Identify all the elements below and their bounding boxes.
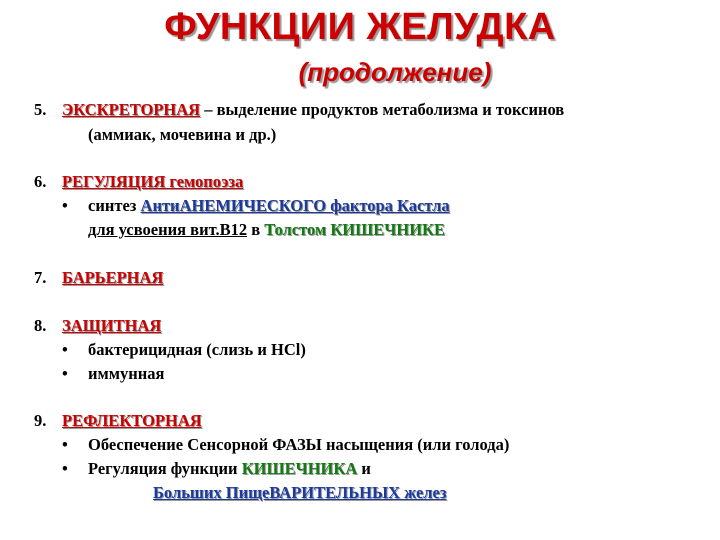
item-7-number: 7. [34,268,47,287]
item-8-name: ЗАЩИТНАЯ [62,316,162,335]
item-9-b2-part2: КИШЕЧНИКА [241,459,358,478]
item-5-name: ЭКСКРЕТОРНАЯ [62,100,201,119]
item-5-text [62,100,564,120]
bullet-symbol: • [62,459,68,478]
item-6-bullet-1-cont [88,220,445,240]
item-9-number: 9. [34,411,47,430]
item-6-b1-part1: синтез [88,196,141,215]
item-5-desc: – выделение продуктов метаболизма и токсинов [200,100,565,119]
item-5-number: 5. [34,100,47,119]
slide-subtitle: (продолжение) [298,57,492,87]
item-6-b2-part4: КИШЕЧНИКЕ [330,220,445,239]
item-8-number: 8. [34,316,47,335]
item-6-number: 6. [34,172,47,191]
item-6-name: РЕГУЛЯЦИЯ гемопоэза [62,172,244,191]
bullet-symbol: • [62,196,68,215]
item-9-name: РЕФЛЕКТОРНАЯ [62,411,202,430]
slide-title: ФУНКЦИИ ЖЕЛУДКА [164,6,556,48]
item-7-name: БАРЬЕРНАЯ [62,268,164,287]
item-9-b2-part3: и [357,459,371,478]
item-8-bullet-1-text: бактерицидная (слизь и HCl) [88,340,306,359]
item-6-bullet-1-text [88,196,450,216]
item-9-bullet-2-text [88,459,371,479]
item-6-b2-part2: в [247,220,265,239]
bullet-symbol: • [62,364,68,383]
castle-factor-term: АнтиАНЕМИЧЕСКОГО фактора Кастла [140,196,450,215]
item-6-b2-part3: Толстом [264,220,331,239]
item-8-bullet-2-text: иммунная [88,364,165,383]
item-9-bullet-1-text: Обеспечение Сенсорной ФАЗЫ насыщения (или голода) [88,435,510,454]
bullet-symbol: • [62,340,68,359]
bullet-symbol: • [62,435,68,454]
item-9-bullet-2-cont: Больших ПищеВАРИТЕЛЬНЫХ желез [153,483,447,502]
item-9-b2-part1: Регуляция функции [88,459,242,478]
item-5-desc-line2: (аммиак, мочевина и др.) [88,125,277,144]
item-6-b2-part1: для усвоения вит.В12 [88,220,248,239]
